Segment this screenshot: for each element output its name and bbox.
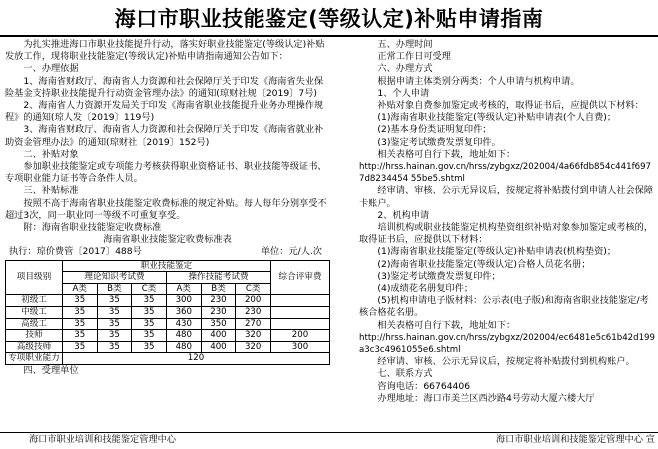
fee-class-header: B类 — [97, 283, 132, 295]
fee-header-operation: 操作技能考试费 — [166, 272, 270, 284]
contact-address: 办理地址：海口市美兰区西沙路4号劳动大厦六楼大厅 — [377, 392, 595, 404]
agency-doc-4: (4)成绩花名册复印件； — [377, 283, 474, 295]
fee-cell: 480 — [166, 330, 201, 342]
agency-desc: 培训机构或职业技能鉴定机构垫资组织补贴对象参加鉴定或考核的，取得证书后，应提供以下材料： — [359, 222, 654, 246]
fee-review-cell: 300 — [271, 341, 330, 353]
personal-doc-1: (1)海南省职业技能鉴定(等级认定)补贴申请表(个人自费)； — [377, 112, 617, 124]
time-text: 正常工作日可受理 — [377, 51, 451, 63]
personal-result: 经审请、审核、公示无异议后，按规定将补贴拨付到申请人社会保障卡账户。 — [359, 185, 654, 209]
table-row — [6, 330, 330, 342]
fee-cell: 430 — [166, 318, 201, 330]
section-heading-target: 二、补贴对象 — [23, 148, 79, 160]
fee-cell: 35 — [97, 318, 132, 330]
fee-cell: 320 — [236, 330, 271, 342]
fee-header-exam: 职业技能鉴定 — [63, 260, 271, 272]
fee-row-name: 中级工 — [6, 307, 63, 319]
fee-table — [5, 260, 330, 365]
download-note-1: 相关表格可自行下载，地址如下： — [377, 148, 516, 160]
fee-row-name: 初级工 — [6, 295, 63, 307]
fee-cell: 400 — [201, 341, 236, 353]
section-heading-contact: 七、联系方式 — [377, 368, 433, 380]
agency-result: 经审请、审核、公示无异议后，按规定将补贴拨付到机构账户。 — [377, 356, 635, 368]
download-url-1[interactable]: http://hrss.hainan.gov.cn/hrss/zybgxz/202004/4a66fdb854c441f6977d8234454 55be5.shtml — [359, 162, 652, 185]
fee-table-meta — [5, 246, 330, 258]
fee-cell: 300 — [166, 295, 201, 307]
fee-special-value: 120 — [63, 353, 330, 365]
bottom-divider — [0, 432, 658, 433]
section-heading-unit: 四、受理单位 — [23, 365, 79, 376]
table-row — [6, 307, 330, 319]
section-heading-basis: 一、办理依据 — [23, 63, 79, 75]
fee-review-cell — [271, 295, 330, 307]
standard-paragraph: 按照不高于海南省职业技能鉴定收费标准的规定补贴。每人每年分别享受不超过3次，同一职业同一等级不可重复享受。 — [5, 197, 327, 221]
fee-cell: 35 — [97, 330, 132, 342]
fee-cell: 35 — [132, 295, 167, 307]
mode-text: 根据申请主体类别分两类：个人申请与机构申请。 — [377, 75, 580, 87]
table-row — [6, 341, 330, 353]
fee-cell: 400 — [201, 330, 236, 342]
fee-cell: 35 — [63, 295, 98, 307]
fee-table-unit: 单位：元/人.次 — [260, 246, 322, 258]
left-column — [5, 39, 330, 377]
target-paragraph: 参加职业技能鉴定或专项能力考核获得职业资格证书、职业技能等级证书、专项职业能力证书等合条件人员。 — [5, 161, 327, 185]
fee-table-title: 海南省职业技能鉴定收费标准表 — [103, 234, 232, 246]
page-title: 海口市职业技能鉴定(等级认定)补贴申请指南 — [114, 7, 544, 31]
fee-cell: 200 — [236, 295, 271, 307]
right-column — [359, 39, 656, 405]
fee-cell: 35 — [97, 307, 132, 319]
fee-cell: 35 — [132, 341, 167, 353]
fee-header-review: 综合评审费 — [271, 260, 330, 295]
agency-doc-1: (1)海南省职业技能鉴定(等级认定)补贴申请表(机构垫资)； — [377, 246, 617, 258]
fee-review-cell — [271, 307, 330, 319]
personal-desc: 补贴对象自费参加鉴定或考核的，取得证书后，应提供以下材料： — [377, 100, 644, 112]
fee-cell: 35 — [97, 295, 132, 307]
fee-row-name: 技师 — [6, 330, 63, 342]
fee-header-level: 项目级别 — [6, 260, 63, 295]
fee-row-name: 高级技师 — [6, 341, 63, 353]
fee-table-reference: 执行：琼价费管〔2017〕488号 — [9, 246, 142, 258]
fee-cell: 35 — [132, 330, 167, 342]
basis-item-1: 1、海南省财政厅、海南省人力资源和社会保障厅关于印发《海南省失业保险基金支持职业技能提升行动资金管理办法》的通知(琼财社规〔2019〕7号) — [5, 75, 324, 99]
personal-doc-2: (2)基本身份类证明复印件； — [377, 124, 492, 136]
contact-phone: 咨询电话：66764406 — [377, 380, 471, 392]
agency-doc-5: (5)机构申请电子版材料：公示表(电子版)和海南省职业技能鉴定/考核合格花名册。 — [359, 295, 649, 319]
fee-cell: 230 — [201, 295, 236, 307]
fee-class-header: A类 — [63, 283, 98, 295]
fee-class-header: A类 — [166, 283, 201, 295]
fee-cell: 270 — [236, 318, 271, 330]
personal-doc-3: (3)鉴定考试缴费发票复印件。 — [377, 136, 501, 148]
fee-class-header: C类 — [132, 283, 167, 295]
fee-cell: 35 — [97, 341, 132, 353]
fee-cell: 230 — [236, 307, 271, 319]
title-divider — [0, 35, 658, 37]
fee-cell: 35 — [63, 341, 98, 353]
fee-class-header: C类 — [236, 283, 271, 295]
personal-heading: 1、个人申请 — [377, 87, 430, 99]
download-url-2[interactable]: http://hrss.hainan.gov.cn/hrss/zybgxz/202004/ec6481e5c61b42d199a3c3c4961055e6.shtml — [359, 332, 655, 356]
fee-cell: 480 — [166, 341, 201, 353]
fee-cell: 35 — [132, 307, 167, 319]
fee-cell: 35 — [63, 307, 98, 319]
fee-special-name: 专项职业能力 — [6, 353, 63, 365]
attachment-note: 附：海南省职业技能鉴定收费标准 — [23, 222, 162, 234]
table-row — [6, 318, 330, 330]
agency-heading: 2、机构申请 — [377, 209, 430, 221]
fee-class-header: B类 — [201, 283, 236, 295]
basis-item-3: 3、海南省财政厅、海南省人力资源和社会保障厅关于印发《海南省就业补助资金管理办法》的通知(琼财社〔2019〕152号) — [5, 124, 324, 148]
fee-header-theory: 理论知识考试费 — [63, 272, 167, 284]
section-heading-standard: 三、补贴标准 — [23, 185, 79, 197]
fee-cell: 360 — [166, 307, 201, 319]
fee-cell: 320 — [236, 341, 271, 353]
agency-doc-2: (2)海南省职业技能鉴定(等级认定)合格人员花名册； — [377, 258, 591, 270]
section-heading-time: 五、办理时间 — [377, 39, 433, 50]
fee-row-name: 高级工 — [6, 318, 63, 330]
fee-review-cell — [271, 318, 330, 330]
footer-issuer: 海口市职业培训和技能鉴定管理中心 宣 — [495, 434, 655, 445]
fee-cell: 350 — [201, 318, 236, 330]
agency-doc-3: (3)鉴定考试缴费发票复印件； — [377, 270, 501, 282]
accepting-unit: 海口市职业培训和技能鉴定管理中心 — [29, 434, 176, 445]
table-row — [6, 353, 330, 365]
fee-cell: 35 — [63, 318, 98, 330]
fee-cell: 35 — [63, 330, 98, 342]
fee-cell: 35 — [132, 318, 167, 330]
download-note-2: 相关表格可自行下载，地址如下： — [377, 319, 516, 331]
fee-cell: 230 — [201, 307, 236, 319]
section-heading-mode: 六、办理方式 — [377, 63, 433, 75]
fee-review-cell: 200 — [271, 330, 330, 342]
table-row — [6, 295, 330, 307]
intro-paragraph: 为扎实推进海口市职业技能提升行动，落实好职业技能鉴定(等级认定)补贴发放工作，现将职业技能鉴定(等级认定)补贴申请指南通知公告如下： — [5, 39, 325, 63]
basis-item-2: 2、海南省人力资源开发局关于印发《海南省职业技能提升业务办理操作规程》的通知(琼人发〔2019〕119号) — [5, 100, 324, 124]
